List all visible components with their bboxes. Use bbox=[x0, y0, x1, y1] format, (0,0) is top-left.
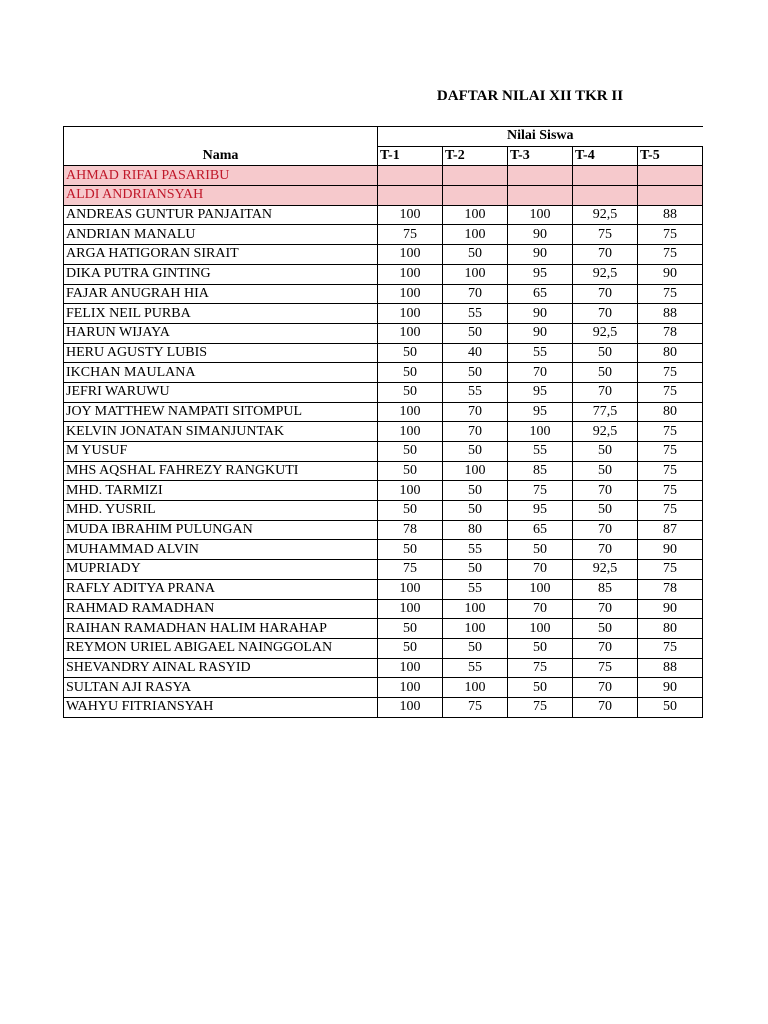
score-t4: 50 bbox=[573, 619, 638, 639]
score-t1: 100 bbox=[378, 579, 443, 599]
score-t1: 50 bbox=[378, 343, 443, 363]
table-row bbox=[64, 284, 703, 304]
score-t4: 92,5 bbox=[573, 560, 638, 580]
score-t2: 50 bbox=[443, 323, 508, 343]
score-t2: 80 bbox=[443, 520, 508, 540]
score-t1: 100 bbox=[378, 422, 443, 442]
score-t1: 100 bbox=[378, 402, 443, 422]
score-t1: 50 bbox=[378, 638, 443, 658]
student-name: M YUSUF bbox=[64, 442, 378, 462]
score-t1: 50 bbox=[378, 382, 443, 402]
score-t5: 50 bbox=[638, 697, 703, 717]
score-t3: 90 bbox=[508, 225, 573, 245]
student-name: ALDI ANDRIANSYAH bbox=[64, 186, 378, 206]
student-name: SULTAN AJI RASYA bbox=[64, 678, 378, 698]
score-t2: 100 bbox=[443, 599, 508, 619]
student-name: RAFLY ADITYA PRANA bbox=[64, 579, 378, 599]
score-t1: 75 bbox=[378, 560, 443, 580]
score-t4: 50 bbox=[573, 442, 638, 462]
student-name: HERU AGUSTY LUBIS bbox=[64, 343, 378, 363]
table-row bbox=[64, 323, 703, 343]
header-row-group bbox=[64, 127, 703, 147]
score-t2: 70 bbox=[443, 422, 508, 442]
table-row bbox=[64, 382, 703, 402]
student-name: WAHYU FITRIANSYAH bbox=[64, 697, 378, 717]
score-t5: 90 bbox=[638, 540, 703, 560]
student-name: RAIHAN RAMADHAN HALIM HARAHAP bbox=[64, 619, 378, 639]
score-t1: 50 bbox=[378, 540, 443, 560]
score-t5: 75 bbox=[638, 481, 703, 501]
score-t2: 50 bbox=[443, 442, 508, 462]
score-t1: 100 bbox=[378, 697, 443, 717]
score-t3: 50 bbox=[508, 638, 573, 658]
score-t2: 40 bbox=[443, 343, 508, 363]
score-t4: 50 bbox=[573, 461, 638, 481]
score-t1: 100 bbox=[378, 678, 443, 698]
score-t3: 55 bbox=[508, 442, 573, 462]
table-row bbox=[64, 245, 703, 265]
score-t2 bbox=[443, 186, 508, 206]
score-t2: 100 bbox=[443, 678, 508, 698]
score-t4: 85 bbox=[573, 579, 638, 599]
score-t3: 100 bbox=[508, 205, 573, 225]
score-t5: 78 bbox=[638, 323, 703, 343]
score-t3: 95 bbox=[508, 501, 573, 521]
score-t5: 75 bbox=[638, 501, 703, 521]
grades-table bbox=[63, 126, 703, 718]
score-t2: 55 bbox=[443, 540, 508, 560]
score-t5: 90 bbox=[638, 678, 703, 698]
score-t4: 70 bbox=[573, 540, 638, 560]
score-t2: 70 bbox=[443, 402, 508, 422]
student-name: MUHAMMAD ALVIN bbox=[64, 540, 378, 560]
score-t3: 75 bbox=[508, 697, 573, 717]
score-t3: 70 bbox=[508, 599, 573, 619]
table-row bbox=[64, 501, 703, 521]
score-t4 bbox=[573, 186, 638, 206]
score-t3: 70 bbox=[508, 363, 573, 383]
score-t1: 100 bbox=[378, 658, 443, 678]
score-t3: 75 bbox=[508, 481, 573, 501]
table-row bbox=[64, 343, 703, 363]
table-row bbox=[64, 678, 703, 698]
student-name: AHMAD RIFAI PASARIBU bbox=[64, 166, 378, 186]
score-t3: 90 bbox=[508, 323, 573, 343]
score-t5: 78 bbox=[638, 579, 703, 599]
score-t2: 55 bbox=[443, 579, 508, 599]
table-row bbox=[64, 186, 703, 206]
score-t1 bbox=[378, 166, 443, 186]
score-t5 bbox=[638, 166, 703, 186]
student-name: IKCHAN MAULANA bbox=[64, 363, 378, 383]
table-row bbox=[64, 579, 703, 599]
table-row bbox=[64, 442, 703, 462]
student-name: MUDA IBRAHIM PULUNGAN bbox=[64, 520, 378, 540]
score-t3: 55 bbox=[508, 343, 573, 363]
score-t4: 70 bbox=[573, 382, 638, 402]
score-t5: 75 bbox=[638, 638, 703, 658]
score-t2: 50 bbox=[443, 638, 508, 658]
table-row bbox=[64, 461, 703, 481]
table-row bbox=[64, 304, 703, 324]
score-t2: 55 bbox=[443, 658, 508, 678]
score-t4: 92,5 bbox=[573, 323, 638, 343]
table-row bbox=[64, 363, 703, 383]
student-name: KELVIN JONATAN SIMANJUNTAK bbox=[64, 422, 378, 442]
score-t4: 70 bbox=[573, 520, 638, 540]
score-t5: 75 bbox=[638, 560, 703, 580]
score-t1: 100 bbox=[378, 599, 443, 619]
score-t3 bbox=[508, 186, 573, 206]
score-t1: 50 bbox=[378, 501, 443, 521]
score-t2: 55 bbox=[443, 304, 508, 324]
page-title: DAFTAR NILAI XII TKR II bbox=[436, 88, 624, 104]
student-name: MHS AQSHAL FAHREZY RANGKUTI bbox=[64, 461, 378, 481]
score-t4: 77,5 bbox=[573, 402, 638, 422]
table-row bbox=[64, 619, 703, 639]
score-t1: 50 bbox=[378, 461, 443, 481]
score-t4: 75 bbox=[573, 658, 638, 678]
score-t5: 75 bbox=[638, 442, 703, 462]
student-name: SHEVANDRY AINAL RASYID bbox=[64, 658, 378, 678]
score-t2: 100 bbox=[443, 264, 508, 284]
score-t5: 75 bbox=[638, 461, 703, 481]
score-t2: 100 bbox=[443, 225, 508, 245]
score-t2: 50 bbox=[443, 560, 508, 580]
student-name: RAHMAD RAMADHAN bbox=[64, 599, 378, 619]
student-name: ARGA HATIGORAN SIRAIT bbox=[64, 245, 378, 265]
score-t3: 100 bbox=[508, 422, 573, 442]
student-name: MHD. TARMIZI bbox=[64, 481, 378, 501]
score-t1: 100 bbox=[378, 323, 443, 343]
score-t2: 75 bbox=[443, 697, 508, 717]
student-name: FAJAR ANUGRAH HIA bbox=[64, 284, 378, 304]
student-name: ANDREAS GUNTUR PANJAITAN bbox=[64, 205, 378, 225]
student-name: HARUN WIJAYA bbox=[64, 323, 378, 343]
score-t2: 50 bbox=[443, 481, 508, 501]
score-t2: 100 bbox=[443, 205, 508, 225]
score-t3: 70 bbox=[508, 560, 573, 580]
score-t4: 70 bbox=[573, 284, 638, 304]
table-header bbox=[64, 127, 703, 166]
table-row bbox=[64, 422, 703, 442]
score-t5: 88 bbox=[638, 205, 703, 225]
score-t3: 75 bbox=[508, 658, 573, 678]
table-row bbox=[64, 638, 703, 658]
score-t3: 100 bbox=[508, 579, 573, 599]
score-t5: 88 bbox=[638, 658, 703, 678]
table-row bbox=[64, 166, 703, 186]
score-t5: 75 bbox=[638, 245, 703, 265]
table-row bbox=[64, 599, 703, 619]
score-t4 bbox=[573, 166, 638, 186]
column-header-t4: T-4 bbox=[573, 146, 638, 166]
table-row bbox=[64, 205, 703, 225]
score-t4: 92,5 bbox=[573, 264, 638, 284]
score-t1: 50 bbox=[378, 363, 443, 383]
score-t3: 65 bbox=[508, 520, 573, 540]
student-name: MUPRIADY bbox=[64, 560, 378, 580]
score-t4: 70 bbox=[573, 697, 638, 717]
score-t1: 75 bbox=[378, 225, 443, 245]
table-row bbox=[64, 520, 703, 540]
score-t4: 75 bbox=[573, 225, 638, 245]
score-t3: 90 bbox=[508, 304, 573, 324]
score-t4: 70 bbox=[573, 481, 638, 501]
score-t4: 70 bbox=[573, 638, 638, 658]
score-t1: 100 bbox=[378, 481, 443, 501]
score-t5: 75 bbox=[638, 382, 703, 402]
score-t1: 100 bbox=[378, 284, 443, 304]
score-t5: 90 bbox=[638, 599, 703, 619]
score-t4: 92,5 bbox=[573, 422, 638, 442]
score-t5: 87 bbox=[638, 520, 703, 540]
student-name: REYMON URIEL ABIGAEL NAINGGOLAN bbox=[64, 638, 378, 658]
column-header-t1: T-1 bbox=[378, 146, 443, 166]
score-t1: 100 bbox=[378, 245, 443, 265]
score-t4: 70 bbox=[573, 599, 638, 619]
column-header-t2: T-2 bbox=[443, 146, 508, 166]
table-row bbox=[64, 540, 703, 560]
score-t1: 78 bbox=[378, 520, 443, 540]
score-t1: 100 bbox=[378, 304, 443, 324]
score-t2: 50 bbox=[443, 363, 508, 383]
score-t5: 75 bbox=[638, 284, 703, 304]
table-row bbox=[64, 697, 703, 717]
scores-group-header: Nilai Siswa bbox=[378, 127, 703, 147]
score-t2: 100 bbox=[443, 461, 508, 481]
score-t2: 55 bbox=[443, 382, 508, 402]
score-t4: 50 bbox=[573, 363, 638, 383]
student-name: JOY MATTHEW NAMPATI SITOMPUL bbox=[64, 402, 378, 422]
score-t1: 100 bbox=[378, 264, 443, 284]
score-t3 bbox=[508, 166, 573, 186]
score-t2: 70 bbox=[443, 284, 508, 304]
column-header-t3: T-3 bbox=[508, 146, 573, 166]
student-name: FELIX NEIL PURBA bbox=[64, 304, 378, 324]
score-t5: 75 bbox=[638, 225, 703, 245]
score-t1 bbox=[378, 186, 443, 206]
score-t3: 90 bbox=[508, 245, 573, 265]
score-t4: 50 bbox=[573, 501, 638, 521]
score-t3: 50 bbox=[508, 678, 573, 698]
score-t2: 50 bbox=[443, 501, 508, 521]
table-row bbox=[64, 560, 703, 580]
student-name: MHD. YUSRIL bbox=[64, 501, 378, 521]
score-t5: 80 bbox=[638, 619, 703, 639]
score-t1: 100 bbox=[378, 205, 443, 225]
column-header-t5: T-5 bbox=[638, 146, 703, 166]
score-t4: 70 bbox=[573, 678, 638, 698]
score-t2: 100 bbox=[443, 619, 508, 639]
score-t4: 70 bbox=[573, 245, 638, 265]
student-name: ANDRIAN MANALU bbox=[64, 225, 378, 245]
score-t5: 88 bbox=[638, 304, 703, 324]
score-t3: 95 bbox=[508, 382, 573, 402]
score-t5: 80 bbox=[638, 343, 703, 363]
student-name: JEFRI WARUWU bbox=[64, 382, 378, 402]
score-t3: 95 bbox=[508, 402, 573, 422]
score-t5: 80 bbox=[638, 402, 703, 422]
score-t4: 50 bbox=[573, 343, 638, 363]
score-t3: 50 bbox=[508, 540, 573, 560]
score-t3: 95 bbox=[508, 264, 573, 284]
score-t3: 65 bbox=[508, 284, 573, 304]
table-row bbox=[64, 402, 703, 422]
score-t5 bbox=[638, 186, 703, 206]
score-t4: 92,5 bbox=[573, 205, 638, 225]
score-t1: 50 bbox=[378, 619, 443, 639]
score-t4: 70 bbox=[573, 304, 638, 324]
score-t1: 50 bbox=[378, 442, 443, 462]
table-row bbox=[64, 264, 703, 284]
score-t5: 75 bbox=[638, 363, 703, 383]
table-row bbox=[64, 225, 703, 245]
table-row bbox=[64, 481, 703, 501]
score-t3: 100 bbox=[508, 619, 573, 639]
score-t5: 90 bbox=[638, 264, 703, 284]
score-t2: 50 bbox=[443, 245, 508, 265]
table-row bbox=[64, 658, 703, 678]
score-t2 bbox=[443, 166, 508, 186]
score-t3: 85 bbox=[508, 461, 573, 481]
name-column-header: Nama bbox=[64, 127, 378, 166]
student-name: DIKA PUTRA GINTING bbox=[64, 264, 378, 284]
table-body bbox=[64, 166, 703, 717]
score-t5: 75 bbox=[638, 422, 703, 442]
